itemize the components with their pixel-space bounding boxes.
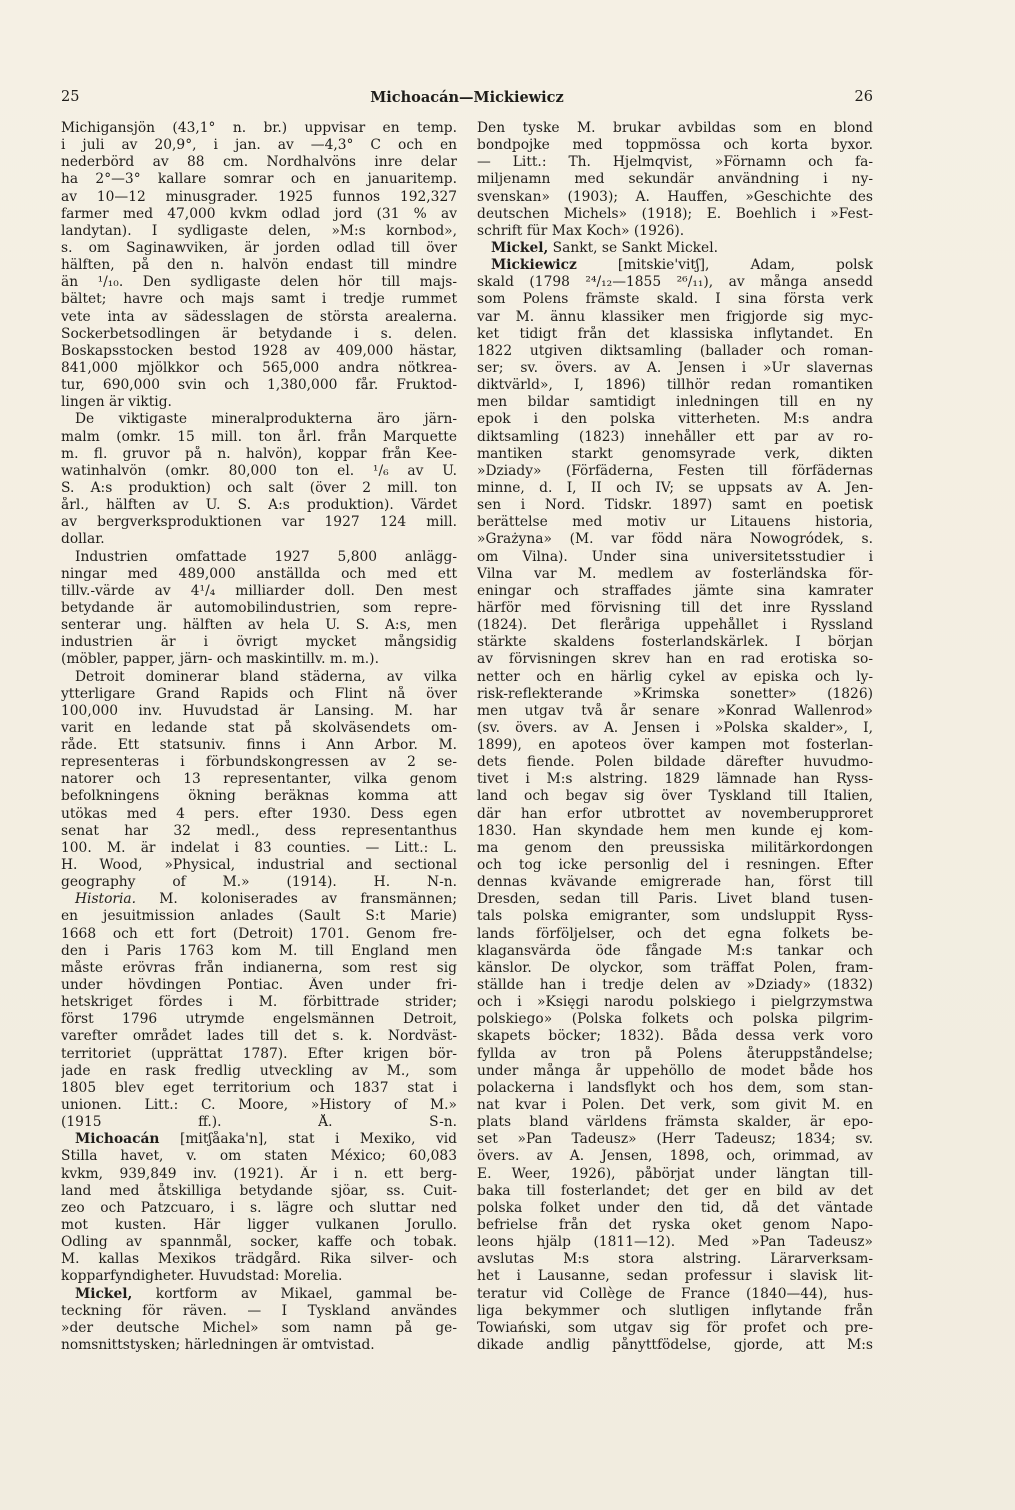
text-line: ha 2°—3° kallare somrar och en januaritemp. — [61, 171, 457, 188]
text-line: risk-reflekterande »Krimska sonetter» (1826) — [477, 685, 873, 702]
text-line: natorer och 13 representanter, vilka genom — [61, 771, 457, 788]
text-line: känslor. De olyckor, som träffat Polen, fram- — [477, 959, 873, 976]
text-line: 100,000 inv. Huvudstad är Lansing. M. har — [61, 702, 457, 719]
page-header — [61, 89, 873, 111]
text-line: ytterligare Grand Rapids och Flint nå över — [61, 685, 457, 702]
text-line: varefter området lades till det s. k. Nordväst- — [61, 1028, 457, 1045]
text-line: tur, 690,000 svin och 1,380,000 får. Fruktod- — [61, 377, 457, 394]
text-line: 1822 utgiven diktsamling (ballader och roman- — [477, 342, 873, 359]
text-line: senterar ung. hälften av hela U. S. A:s, men — [61, 617, 457, 634]
text-line: av 10—12 minusgrader. 1925 funnos 192,327 — [61, 188, 457, 205]
text-line: dikade andlig pånyttfödelse, gjorde, att M:s — [477, 1336, 873, 1353]
text-line: teratur vid Collège de France (1840—44), hus- — [477, 1285, 873, 1302]
text-line: deutschen Michels» (1918); E. Boehlich i »Fest- — [477, 205, 873, 222]
text-line: var M. ännu klassiker men frigjorde sig myc- — [477, 308, 873, 325]
text-line: s. om Saginawviken, är jorden odlad till över — [61, 239, 457, 256]
text-line: men bildar samtidigt inledningen till en ny — [477, 394, 873, 411]
text-line: ningar med 489,000 anställda och med ett — [61, 565, 457, 582]
text-line: teckning för räven. — I Tyskland användes — [61, 1302, 457, 1319]
text-line: stärkte skaldens fosterlandskärlek. I början — [477, 634, 873, 651]
text-line: hälften, på den n. halvön endast till mindre — [61, 257, 457, 274]
text-line: dets fiende. Polen bildade därefter huvudmo- — [477, 754, 873, 771]
text-line: årl., hälften av U. S. A:s produktion). Värdet — [61, 497, 457, 514]
text-line: kvkm, 939,849 inv. (1921). Är i n. ett berg- — [61, 1165, 457, 1182]
left-column — [61, 120, 457, 1354]
text-line: unionen. Litt.: C. Moore, »History of M.» — [61, 1097, 457, 1114]
text-line: fyllda av tron på Polens återuppståndelse; — [477, 1045, 873, 1062]
text-line: Mickel, kortform av Mikael, gammal be- — [75, 1285, 457, 1302]
text-line: nederbörd av 88 cm. Nordhalvöns inre delar — [61, 154, 457, 171]
text-line: befrielse från det ryska oket genom Napo- — [477, 1217, 873, 1233]
text-line: hetskriget fördes i M. förbittrade strider; — [61, 994, 457, 1011]
text-line: först 1796 utrymde engelsmännen Detroit, — [61, 1011, 457, 1028]
text-line: leons hjälp (1811—12). Med »Pan Tadeusz» — [477, 1234, 873, 1251]
text-line: övers. av A. Jensen, 1898, och, orimmad, av — [477, 1148, 873, 1165]
text-line: representeras i förbundskongressen av 2 se- — [61, 754, 457, 771]
text-line: Sockerbetsodlingen är betydande i s. delen. — [61, 325, 457, 342]
text-line: ma genom den preussiska militärkordongen — [477, 839, 873, 856]
text-line: av bergverksproduktionen var 1927 124 mill. — [61, 514, 457, 531]
text-line: (möbler, papper, järn- och maskintillv. m. m.). — [61, 651, 379, 668]
text-line: S. A:s produktion) och salt (över 2 mill. ton — [61, 479, 457, 496]
text-line: »Grażyna» (M. var född nära Nowogródek, s. — [477, 531, 873, 548]
text-line: epok i den polska vitterheten. M:s andra — [477, 411, 873, 428]
text-line: geography of M.» (1914). H. N-n. — [61, 874, 457, 891]
running-title: Michoacán—Mickiewicz — [370, 89, 564, 106]
text-line: härför med förvisning till det inre Ryssland — [477, 599, 873, 616]
text-line: M. kallas Mexikos trädgård. Rika silver- och — [61, 1251, 457, 1268]
text-line: och tog icke personlig del i resningen. Efter — [477, 857, 873, 874]
page-number-left: 25 — [61, 89, 80, 105]
text-line: Industrien omfattade 1927 5,800 anlägg- — [75, 548, 457, 565]
text-line: Historia. M. koloniserades av fransmännen; — [75, 891, 457, 908]
text-line: 841,000 mjölkkor och 565,000 andra nötkrea- — [61, 359, 457, 376]
text-line: men utgav två år senare »Konrad Wallenrod» — [477, 702, 873, 719]
text-line: ser; sv. övers. av A. Jensen i »Ur slavernas — [477, 359, 873, 376]
text-line: tivet i M:s alstring. 1829 lämnade han Ryss- — [477, 771, 873, 788]
right-column — [477, 120, 873, 1354]
page-number-right: 26 — [854, 89, 873, 105]
text-line: nat kvar i Polen. Det verk, som givit M. en — [477, 1097, 873, 1114]
text-line: den i Paris 1763 kom M. till England men — [61, 942, 457, 959]
text-line: 1668 och ett fort (Detroit) 1701. Genom fre- — [61, 925, 457, 942]
text-line: Detroit dominerar bland städerna, av vilka — [75, 668, 457, 685]
text-line: liga bekymmer och slutligen inflytande från — [477, 1302, 873, 1319]
text-line: 100. M. är indelat i 83 counties. — Litt.: L. — [61, 839, 457, 856]
text-line: Mickiewicz [mitskie'vitʃ], Adam, polsk — [491, 257, 873, 274]
text-line: Vilna var M. medlem av fosterländska för- — [477, 565, 873, 582]
text-line: mot kusten. Här ligger vulkanen Jorullo. — [61, 1217, 457, 1233]
text-line: jade en rask fredlig utveckling av M., som — [61, 1062, 457, 1079]
text-line: Towiański, som utgav sig för profet och pre- — [477, 1319, 873, 1336]
text-line: territoriet (upprättat 1787). Efter krigen bör- — [61, 1045, 457, 1062]
text-line: lands förföljelser, och det egna folkets be- — [477, 925, 873, 942]
text-line: utökas med 4 pers. efter 1930. Dess egen — [61, 805, 457, 822]
text-line: Mickel, Sankt, se Sankt Mickel. — [491, 239, 718, 256]
text-line: som Polens främste skald. I sina första verk — [477, 291, 873, 308]
text-line: om Vilna). Under sina universitetsstudier i — [477, 548, 873, 565]
text-line: zeo och Patzcuaro, i s. lägre och sluttar ned — [61, 1199, 457, 1216]
text-line: mantiken starkt genomsyrade verk, dikten — [477, 445, 873, 462]
text-line: landytan). I sydligaste delen, »M:s kornbod», — [61, 222, 457, 239]
text-line: set »Pan Tadeusz» (Herr Tadeusz; 1834; sv. — [477, 1131, 873, 1148]
text-line: skald (1798 ²⁴/₁₂—1855 ²⁶/₁₁), av många ansedd — [477, 274, 873, 291]
text-line: än ¹/₁₀. Den sydligaste delen hör till majs- — [61, 274, 457, 291]
text-line: m. fl. gruvor på n. halvön), koppar från Kee- — [61, 445, 457, 462]
text-line: vete inta av sädesslagen de största arealerna. — [61, 308, 457, 325]
text-line: farmer med 47,000 kvkm odlad jord (31 % av — [61, 205, 457, 222]
text-line: betydande är automobilindustrien, som repre- — [61, 599, 457, 616]
text-line: land med åtskilliga betydande sjöar, ss. Cuit- — [61, 1182, 457, 1199]
text-line: tillv.-värde av 4¹/₄ milliarder doll. Den mest — [61, 582, 457, 599]
text-line: polackerna i landsflykt och hos dem, som stan- — [477, 1079, 873, 1096]
text-line: Michigansjön (43,1° n. br.) uppvisar en temp. — [61, 120, 457, 136]
text-line: Den tyske M. brukar avbildas som en blond — [477, 120, 873, 136]
text-line: i juli av 20,9°, i jan. av —4,3° C och en — [61, 137, 457, 154]
text-line: diktvärld», I, 1896) tillhör redan romantiken — [477, 377, 873, 394]
text-line: där han erfor utbrottet av novemberupproret — [477, 805, 873, 822]
text-line: Michoacán [mitʃåaka'n], stat i Mexiko, vid — [75, 1131, 457, 1148]
text-line: måste erövras från indianerna, som rest sig — [61, 959, 457, 976]
text-line: svenskan» (1903); A. Hauffen, »Geschichte des — [477, 188, 873, 205]
text-line: 1899), en apoteos över kampen mot fosterlan- — [477, 737, 873, 754]
text-line: sen i Nord. Tidskr. 1897) samt en poetisk — [477, 497, 873, 514]
text-line: (sv. övers. av A. Jensen i »Polska skalder», I, — [477, 719, 873, 736]
text-line: minne, d. I, II och IV; se uppsats av A. Jen- — [477, 479, 873, 496]
text-line: Stilla havet, v. om staten México; 60,083 — [61, 1148, 457, 1165]
text-line: tals polska emigranter, som undsluppit Ryss- — [477, 908, 873, 925]
text-line: — Litt.: Th. Hjelmqvist, »Förnamn och fa- — [477, 154, 873, 171]
text-line: råde. Ett statsuniv. finns i Ann Arbor. M. — [61, 737, 457, 754]
text-line: 1805 blev eget territorium och 1837 stat i — [61, 1079, 457, 1096]
text-line: befolkningens ökning beräknas komma att — [61, 788, 457, 805]
text-line: lingen är viktig. — [61, 394, 172, 411]
text-line: klagansvärda öde fångade M:s tankar och — [477, 942, 873, 959]
text-line: miljenamn med sekundär användning i ny- — [477, 171, 873, 188]
text-line: E. Weer, 1926), påbörjat under längtan till- — [477, 1165, 873, 1182]
text-line: watinhalvön (omkr. 80,000 ton el. ¹/₆ av U. — [61, 462, 457, 479]
text-line: avslutas M:s stora alstring. Lärarverksam- — [477, 1251, 873, 1268]
text-line: Odling av spannmål, socker, kaffe och tobak. — [61, 1234, 457, 1251]
text-line: Dresden, sedan till Paris. Livet bland tusen- — [477, 891, 873, 908]
text-line: ket tidigt från det klassiska inflytandet. En — [477, 325, 873, 342]
text-line: plats bland världens främsta skalder, är epo- — [477, 1114, 873, 1131]
text-line: bältet; havre och majs samt i tredje rummet — [61, 291, 457, 308]
text-line: schrift für Max Koch» (1926). — [477, 222, 685, 239]
text-line: diktsamling (1823) innehåller ett par av ro- — [477, 428, 873, 445]
text-line: De viktigaste mineralprodukterna äro järn- — [75, 411, 457, 428]
text-line: och i »Księgi narodu polskiego i pielgrzymstwa — [477, 994, 873, 1011]
text-line: under många år uppehöllo de modet både hos — [477, 1062, 873, 1079]
text-line: 1830. Han skyndade hem men kunde ej kom- — [477, 822, 873, 839]
text-line: (1915 ff.). Å. S-n. — [61, 1114, 457, 1131]
text-line: dennas kvävande emigrerade han, först till — [477, 874, 873, 891]
text-line: bondpojke med toppmössa och korta byxor. — [477, 137, 873, 154]
text-line: eningar och straffades jämte sina kamrater — [477, 582, 873, 599]
text-line: »Dziady» (Förfäderna, Festen till förfädernas — [477, 462, 873, 479]
text-line: polskiego» (Polska folkets och polska pilgrim- — [477, 1011, 873, 1028]
text-line: berättelse med motiv ur Litauens historia, — [477, 514, 873, 531]
text-line: H. Wood, »Physical, industrial and sectional — [61, 857, 457, 874]
text-line: (1824). Det fleråriga uppehållet i Ryssland — [477, 617, 873, 634]
text-line: dollar. — [61, 531, 105, 548]
text-line: ställde han i tredje delen av »Dziady» (1832) — [477, 977, 873, 994]
text-line: land och begav sig över Tyskland till Italien, — [477, 788, 873, 805]
text-line: senat har 32 medl., dess representanthus — [61, 822, 457, 839]
text-line: skapets böcker; 1832). Båda dessa verk voro — [477, 1028, 873, 1045]
text-line: baka till fosterlandet; det ger en bild av det — [477, 1182, 873, 1199]
text-line: under hövdingen Pontiac. Även under fri- — [61, 977, 457, 994]
text-line: en jesuitmission anlades (Sault S:t Marie) — [61, 908, 457, 925]
text-line: kopparfyndigheter. Huvudstad: Morelia. — [61, 1268, 343, 1285]
text-line: netter och en härlig cykel av episka och ly- — [477, 668, 873, 685]
text-line: »der deutsche Michel» som namn på ge- — [61, 1319, 457, 1336]
text-line: malm (omkr. 15 mill. ton årl. från Marquette — [61, 428, 457, 445]
text-line: av förvisningen skrev han en rad erotiska so- — [477, 651, 873, 668]
text-line: industrien är i övrigt mycket mångsidig — [61, 634, 457, 651]
text-line: polska folket under den tid, då det väntade — [477, 1199, 873, 1216]
text-line: het i Lausanne, sedan professur i slavisk lit- — [477, 1268, 873, 1285]
text-line: varit en ledande stat på skolväsendets om- — [61, 719, 457, 736]
text-line: Boskapsstocken bestod 1928 av 409,000 hästar, — [61, 342, 457, 359]
text-line: nomsnittstysken; härledningen är omtvistad. — [61, 1336, 375, 1353]
